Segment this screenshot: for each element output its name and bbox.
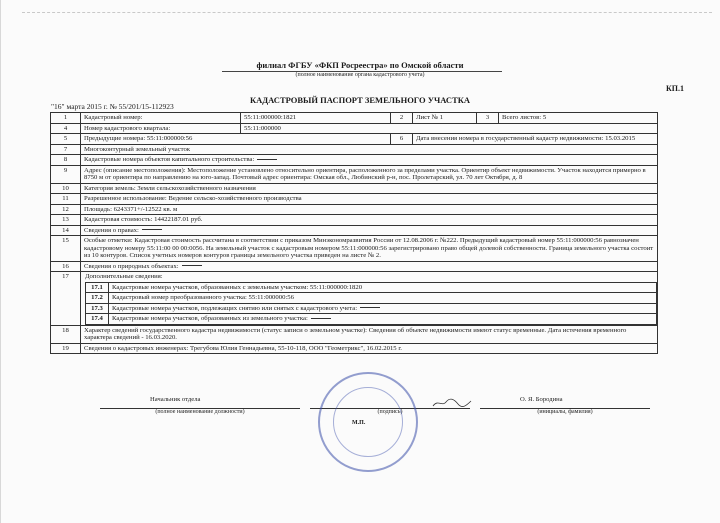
row-number: 1 bbox=[51, 113, 81, 124]
name-caption: (инициалы, фамилия) bbox=[537, 409, 593, 415]
sub-row bbox=[86, 303, 657, 314]
record-status: Характер сведений государственного кадастра недвижимости (статус записи о земельном участке): Сведения об объекте недвижимости имеют статус временные. Дата истечения временного характера сведений - 16.03.2020. bbox=[81, 325, 658, 343]
row-number: 15 bbox=[51, 236, 81, 262]
capital-objects bbox=[81, 155, 658, 166]
row-number: 3 bbox=[477, 113, 499, 124]
sub-row-cell bbox=[109, 314, 657, 325]
table-row bbox=[51, 236, 658, 262]
org-caption: (полное наименование органа кадастрового учета) bbox=[295, 72, 425, 78]
sub-row-text: Кадастровые номера участков, образованных с земельным участком: 55:11:000000:1820 bbox=[109, 282, 657, 293]
form-code: КП.1 bbox=[666, 84, 685, 93]
capital-objects-text: Кадастровые номера объектов капитального строительства: bbox=[84, 156, 255, 163]
page-edge bbox=[0, 0, 1, 523]
table-row bbox=[51, 343, 658, 354]
row-number: 12 bbox=[51, 204, 81, 215]
sub-row bbox=[86, 314, 657, 325]
empty-dash bbox=[142, 229, 162, 230]
table-row bbox=[51, 215, 658, 226]
rights-info bbox=[81, 225, 658, 236]
official-position: Начальник отдела bbox=[150, 396, 201, 403]
sub-row-number: 17.1 bbox=[86, 282, 109, 293]
quarter-value: 55:11:000000 bbox=[241, 123, 658, 134]
cadastral-engineers: Сведения о кадастровых инженерах: Трегубова Юлия Геннадьевна, 55-10-118, ООО "Геометрикс", 16.02.2015 г. bbox=[81, 343, 658, 354]
stamp-place-label: М.П. bbox=[352, 420, 366, 426]
row-number: 17 bbox=[51, 272, 81, 326]
table-row bbox=[51, 272, 658, 326]
additional-info bbox=[81, 272, 658, 326]
row-number: 11 bbox=[51, 194, 81, 205]
passport-table bbox=[50, 112, 658, 354]
address-description: Адрес (описание местоположения): Местоположение установлено относительно ориентира, расположенного за пределами участка. Ориентир объект недвижимости. Участок находится примерно в 8750 м от ориентира по направлению на юго-запад. Почтовый адрес ориентира: Омская обл., Любинский р-н, пос. Пролетарский, ул. 70 лет Октября, д. 8 bbox=[81, 165, 658, 183]
document-title: КАДАСТРОВЫЙ ПАСПОРТ ЗЕМЕЛЬНОГО УЧАСТКА bbox=[249, 95, 471, 105]
additional-info-subtable bbox=[85, 282, 657, 325]
document-date-number: "16" марта 2015 г. № 55/201/15-112923 bbox=[51, 102, 174, 111]
rights-info-text: Сведения о правах: bbox=[84, 226, 139, 234]
table-row bbox=[51, 113, 658, 124]
signature-caption: (подпись) bbox=[377, 409, 403, 415]
scan-top-edge bbox=[22, 12, 712, 13]
row-number: 18 bbox=[51, 325, 81, 343]
table-row bbox=[51, 194, 658, 205]
empty-dash bbox=[360, 307, 380, 308]
table-row bbox=[51, 261, 658, 272]
empty-dash bbox=[311, 318, 331, 319]
sheet-number: Лист № 1 bbox=[413, 113, 477, 124]
sub-row-text: Кадастровые номера участков, подлежащих снятию или снятых с кадастрового учета: bbox=[112, 304, 358, 312]
row-number: 4 bbox=[51, 123, 81, 134]
official-name: О. Я. Бородина bbox=[520, 396, 563, 403]
table-row bbox=[51, 325, 658, 343]
empty-dash bbox=[257, 159, 277, 160]
cadastral-number-value: 55:11:000000:1821 bbox=[241, 113, 391, 124]
table-row bbox=[51, 225, 658, 236]
sub-row-number: 17.2 bbox=[86, 293, 109, 304]
table-row bbox=[51, 204, 658, 215]
sub-row-text: Кадастровые номера участков, образованных из земельного участка: bbox=[112, 315, 308, 322]
sub-row-text: Кадастровый номер преобразованного участка: 55:11:000000:56 bbox=[109, 293, 657, 304]
row-number: 6 bbox=[391, 134, 413, 145]
sub-row bbox=[86, 282, 657, 293]
sub-row-number: 17.4 bbox=[86, 314, 109, 325]
table-row bbox=[51, 123, 658, 134]
row-number: 13 bbox=[51, 215, 81, 226]
table-row bbox=[51, 183, 658, 194]
row-number: 7 bbox=[51, 144, 81, 155]
number-entry-date: Дата внесения номера в государственный кадастр недвижимости: 15.03.2015 bbox=[413, 134, 658, 145]
table-row bbox=[51, 165, 658, 183]
row-number: 14 bbox=[51, 225, 81, 236]
row-number: 16 bbox=[51, 261, 81, 272]
cadastral-value: Кадастровая стоимость: 14422187.01 руб. bbox=[81, 215, 658, 226]
row-number: 19 bbox=[51, 343, 81, 354]
row-number: 2 bbox=[391, 113, 413, 124]
natural-objects bbox=[81, 261, 658, 272]
empty-dash bbox=[182, 265, 202, 266]
row-number: 5 bbox=[51, 134, 81, 145]
sub-row-cell bbox=[109, 303, 657, 314]
land-category: Категория земель: Земли сельскохозяйственного назначения bbox=[81, 183, 658, 194]
table-row bbox=[51, 155, 658, 166]
cadastral-number-label: Кадастровый номер: bbox=[81, 113, 241, 124]
area: Площадь: 6243371+/-12522 кв. м bbox=[81, 204, 658, 215]
sheets-total: Всего листов: 5 bbox=[499, 113, 658, 124]
row-number: 9 bbox=[51, 165, 81, 183]
multi-contour-note: Многоконтурный земельный участок bbox=[81, 144, 658, 155]
org-name: филиал ФГБУ «ФКП Росреестра» по Омской области bbox=[256, 60, 464, 70]
additional-info-title: Дополнительные сведения: bbox=[85, 273, 163, 280]
signature-scribble bbox=[432, 398, 472, 408]
previous-numbers: Предыдущие номера: 55:11:000000:56 bbox=[81, 134, 391, 145]
sub-row bbox=[86, 293, 657, 304]
permitted-use: Разрешенное использование: Ведение сельско-хозяйственного производства bbox=[81, 194, 658, 205]
table-row bbox=[51, 134, 658, 145]
row-number: 8 bbox=[51, 155, 81, 166]
official-stamp-inner-ring bbox=[333, 387, 403, 457]
row-number: 10 bbox=[51, 183, 81, 194]
position-caption: (полное наименование должности) bbox=[155, 409, 245, 415]
table-row bbox=[51, 144, 658, 155]
sub-row-number: 17.3 bbox=[86, 303, 109, 314]
special-notes: Особые отметки: Кадастровая стоимость рассчитана в соответствии с приказом Минэкономразвития России от 12.08.2006 г. №222. Предыдущий кадастровый номер 55:11:000000:56 равнозначен кадастровому номеру 55:11:00 00 00:0056. На земельный участок с кадастровым номером 55:11:000000:56 зарегистрировано право общей долевой собственности. Граница земельного участка состоит из 10 контуров. Список учетных номеров контуров границы земельного участка приведен на листе № 2. bbox=[81, 236, 658, 262]
quarter-label: Номер кадастрового квартала: bbox=[81, 123, 241, 134]
natural-objects-text: Сведения о природных объектах: bbox=[84, 262, 179, 270]
